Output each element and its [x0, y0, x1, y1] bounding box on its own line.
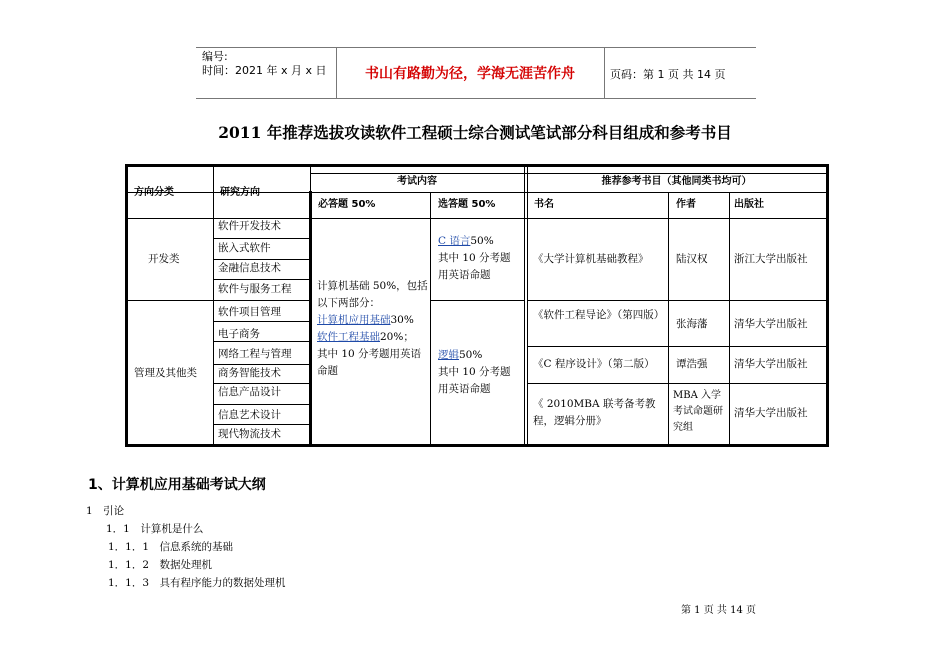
book-name: 《软件工程导论》（第四版）: [533, 309, 665, 321]
link-c-language[interactable]: C 语言: [438, 235, 471, 247]
time-label: 时间：2021 年 x 月 x 日: [202, 64, 327, 77]
col-author: 作者: [676, 199, 696, 210]
group-development: 开发类: [148, 253, 180, 265]
optional-logic: [438, 347, 520, 398]
research-item: 金融信息技术: [218, 262, 281, 274]
group-management: 管理及其他类: [134, 367, 197, 379]
col-books: 推荐参考书目（其他同类书均可）: [601, 176, 752, 187]
book-name: 《 2010MBA 联考备考教程，逻辑分册》: [533, 398, 656, 427]
outline-line: 1 引论: [86, 505, 125, 517]
research-item: 电子商务: [218, 328, 260, 340]
col-publisher: 出版社: [734, 199, 764, 210]
header-meta: [202, 50, 327, 78]
subjects-table: [125, 164, 829, 447]
book-publisher: 清华大学出版社: [734, 407, 808, 419]
book-author: 张海藩: [676, 318, 708, 330]
link-computer-basics[interactable]: 计算机应用基础: [317, 314, 391, 326]
required-content: [317, 278, 429, 380]
outline-line: 1．1 计算机是什么: [106, 523, 204, 535]
outline-line: 1．1．2 数据处理机: [108, 559, 213, 571]
research-item: 信息艺术设计: [218, 409, 281, 421]
col-exam-content: 考试内容: [397, 176, 437, 187]
page-header: [196, 47, 756, 99]
outline-line: 1．1．3 具有程序能力的数据处理机: [108, 577, 286, 589]
research-item: 现代物流技术: [218, 428, 281, 440]
optional-c: [438, 233, 520, 284]
book-author: MBA 入学考试命题研究组: [673, 390, 723, 433]
header-motto: 书山有路勤为径，学海无涯苦作舟: [365, 66, 575, 82]
book-author: 陆汉权: [676, 253, 708, 265]
pct: 30%: [390, 314, 414, 326]
pct: 20%；: [380, 331, 414, 343]
page-footer: 第 1 页 共 14 页: [681, 605, 756, 616]
book-name: 《大学计算机基础教程》: [533, 253, 649, 265]
research-item: 网络工程与管理: [218, 348, 292, 360]
pct: 50%: [470, 235, 494, 247]
book-name: 《C 程序设计》（第二版）: [533, 358, 655, 370]
research-item: 软件与服务工程: [218, 283, 292, 295]
link-logic[interactable]: 逻辑: [438, 349, 459, 361]
code-label: 编号:: [202, 50, 228, 63]
col-required: 必答题 50%: [318, 199, 376, 210]
book-publisher: 清华大学出版社: [734, 318, 808, 330]
required-intro: 计算机基础 50%，包括以下两部分：: [317, 280, 428, 309]
research-item: 软件开发技术: [218, 220, 281, 232]
book-publisher: 浙江大学出版社: [734, 253, 808, 265]
pct: 50%: [459, 349, 483, 361]
outline-line: 1．1．1 信息系统的基础: [108, 541, 234, 553]
book-publisher: 清华大学出版社: [734, 358, 808, 370]
research-item: 商务智能技术: [218, 367, 281, 379]
research-item: 信息产品设计: [218, 386, 281, 398]
research-item: 软件项目管理: [218, 306, 281, 318]
col-research: 研究方向: [220, 187, 260, 198]
link-software-engineering[interactable]: 软件工程基础: [317, 331, 380, 343]
col-direction: 方向分类: [134, 187, 174, 198]
col-optional: 选答题 50%: [438, 199, 496, 210]
research-item: 嵌入式软件: [218, 242, 271, 254]
optional-note: 其中 10 分考题用英语命题: [438, 252, 511, 281]
document-title: 2011 年推荐选拔攻读软件工程硕士综合测试笔试部分科目组成和参考书目: [218, 123, 732, 142]
header-page-info: 页码：第 1 页 共 14 页: [610, 68, 726, 81]
required-note: 其中 10 分考题用英语命题: [317, 348, 422, 377]
optional-note: 其中 10 分考题用英语命题: [438, 366, 511, 395]
book-author: 谭浩强: [676, 358, 708, 370]
section-heading: 1、计算机应用基础考试大纲: [88, 477, 266, 493]
col-book-name: 书名: [534, 199, 554, 210]
